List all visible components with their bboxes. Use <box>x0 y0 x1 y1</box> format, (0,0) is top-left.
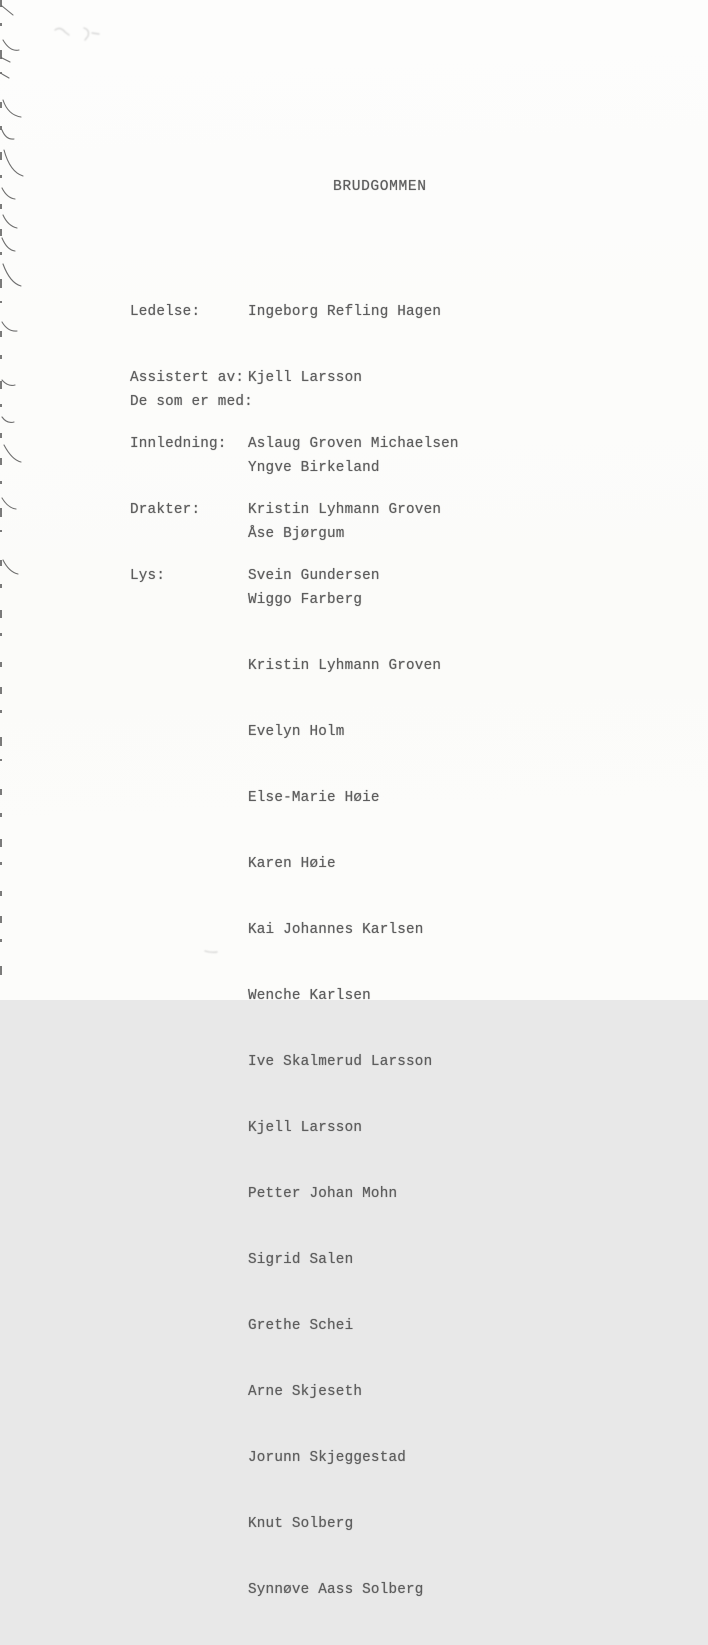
participant-name: Jorunn Skjeggestad <box>248 1450 407 1466</box>
participant-name: Evelyn Holm <box>248 724 345 740</box>
participant-name: Kristin Lyhmann Groven <box>248 658 442 674</box>
credit-label: Assistert av: <box>130 370 245 386</box>
participant-name: Kjell Larsson <box>248 1120 363 1136</box>
participant-name: Ive Skalmerud Larsson <box>248 1054 433 1070</box>
credit-row <box>130 367 459 389</box>
participant-name: Wiggo Farberg <box>248 592 363 608</box>
credit-value: Ingeborg Refling Hagen <box>248 304 442 320</box>
participants-heading: De som er med: <box>130 394 253 410</box>
participant-name: Knut Solberg <box>248 1516 354 1532</box>
participant-name: Arne Skjeseth <box>248 1384 363 1400</box>
participant-name: Sigrid Salen <box>248 1252 354 1268</box>
credit-value: Svein Gundersen <box>248 568 380 584</box>
participant-name: Yngve Birkeland <box>248 460 380 476</box>
credit-label: Innledning: <box>130 436 227 452</box>
credit-label: Drakter: <box>130 502 201 518</box>
participant-name: Else-Marie Høie <box>248 790 380 806</box>
credit-row <box>130 301 459 323</box>
participants-list <box>248 413 441 1645</box>
credit-value: Kjell Larsson <box>248 370 363 386</box>
document-title: BRUDGOMMEN <box>333 179 427 195</box>
participant-name: Åse Bjørgum <box>248 526 345 542</box>
credit-label: Lys: <box>130 568 166 584</box>
credit-value: Aslaug Groven Michaelsen <box>248 436 459 452</box>
participant-name: Kai Johannes Karlsen <box>248 922 424 938</box>
participant-name: Petter Johan Mohn <box>248 1186 398 1202</box>
participant-name: Karen Høie <box>248 856 336 872</box>
participant-name: Synnøve Aass Solberg <box>248 1582 424 1598</box>
participant-name: Grethe Schei <box>248 1318 354 1334</box>
credit-value: Kristin Lyhmann Groven <box>248 502 442 518</box>
participant-name: Wenche Karlsen <box>248 988 371 1004</box>
left-edge-scan-marks <box>0 0 40 1000</box>
credit-label: Ledelse: <box>130 304 201 320</box>
